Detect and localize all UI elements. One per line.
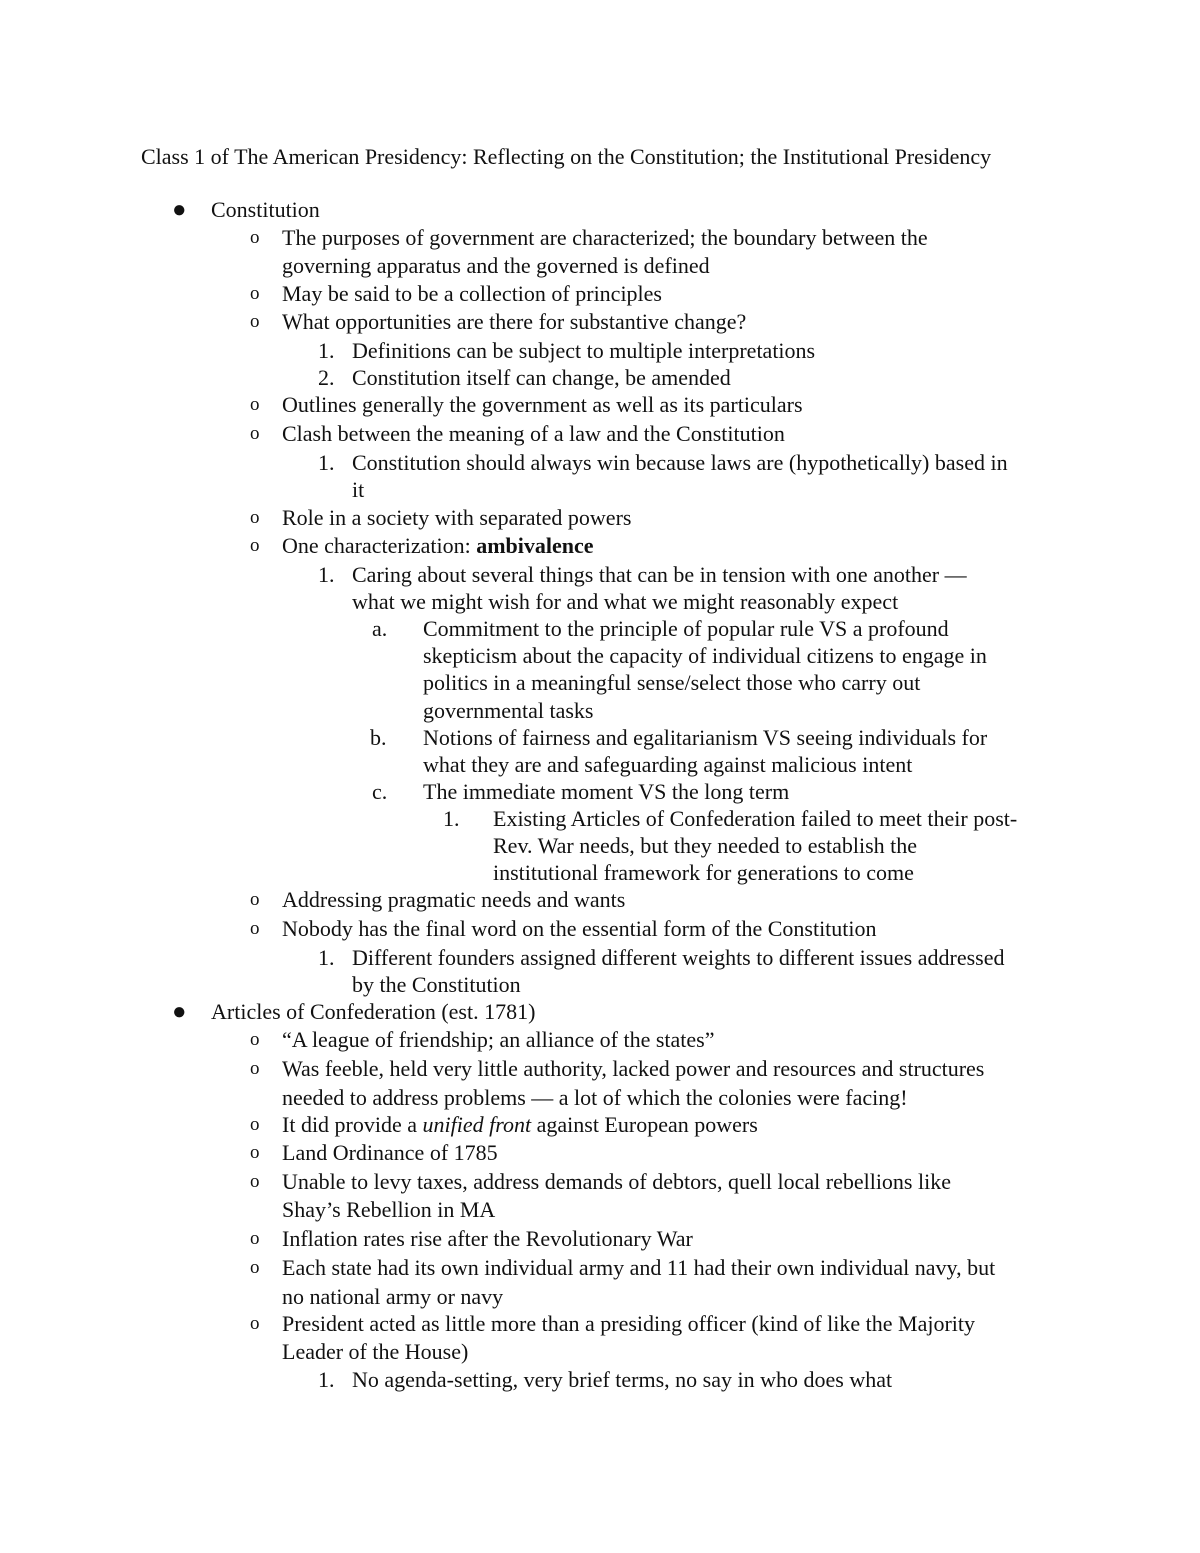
list-item: Clash between the meaning of a law and the Constitution [282,421,785,446]
list-item-continuation: needed to address problems — a lot of which the colonies were facing! [282,1085,908,1110]
number-marker: 2. [318,365,335,390]
list-item: Unable to levy taxes, address demands of debtors, quell local rebellions like [282,1169,951,1194]
list-item: “A league of friendship; an alliance of the states” [282,1027,715,1052]
list-item-continuation: Shay’s Rebellion in MA [282,1197,496,1222]
list-item: Role in a society with separated powers [282,505,632,530]
list-item-continuation: what they are and safeguarding against malicious intent [423,752,913,777]
list-item: Land Ordinance of 1785 [282,1140,498,1165]
circle-marker: o [250,1313,260,1334]
bullet-marker: ● [172,197,187,223]
text-segment: against European powers [531,1112,758,1137]
list-item: Each state had its own individual army and 11 had their own individual navy, but [282,1255,996,1280]
circle-marker: o [250,227,260,248]
circle-marker: o [250,1171,260,1192]
circle-marker: o [250,423,260,444]
list-item-continuation: skepticism about the capacity of individual citizens to engage in [423,643,987,668]
circle-marker: o [250,1257,260,1278]
list-item: Different founders assigned different weights to different issues addressed [352,945,1005,970]
list-item: Notions of fairness and egalitarianism VS seeing individuals for [423,725,988,750]
bullet-marker: ● [172,999,187,1025]
list-item: The purposes of government are characterized; the boundary between the [282,225,928,250]
letter-marker: b. [370,725,387,750]
list-item-continuation: Leader of the House) [282,1339,469,1364]
unified-front-emphasis: unified front [422,1112,532,1137]
circle-marker: o [250,283,260,304]
list-item: Definitions can be subject to multiple interpretations [352,338,816,363]
circle-marker: o [250,535,260,556]
document-title: Class 1 of The American Presidency: Reflecting on the Constitution; the Institutional Presidency [141,144,992,169]
circle-marker: o [250,1228,260,1249]
list-item: No agenda-setting, very brief terms, no say in who does what [352,1367,893,1392]
list-item: Constitution itself can change, be amended [352,365,731,390]
list-item-continuation: Rev. War needs, but they needed to establish the [493,833,918,858]
text-segment: It did provide a [282,1112,423,1137]
circle-marker: o [250,394,260,415]
number-marker: 1. [318,338,335,363]
list-item-continuation: what we might wish for and what we might reasonably expect [352,589,899,614]
circle-marker: o [250,918,260,939]
list-item: Was feeble, held very little authority, lacked power and resources and structures [282,1056,985,1081]
list-item [282,1111,758,1139]
list-item-continuation: politics in a meaningful sense/select those who carry out [423,670,921,695]
circle-marker: o [250,311,260,332]
list-item [282,532,594,560]
list-item: Caring about several things that can be in tension with one another — [352,562,967,587]
number-marker: 1. [318,1367,335,1392]
circle-marker: o [250,1029,260,1050]
circle-marker: o [250,889,260,910]
number-marker: 1. [318,450,335,475]
list-item: Commitment to the principle of popular rule VS a profound [423,616,949,641]
list-item-continuation: no national army or navy [282,1284,504,1309]
list-item: President acted as little more than a presiding officer (kind of like the Majority [282,1311,975,1336]
list-item: Addressing pragmatic needs and wants [282,887,626,912]
circle-marker: o [250,1142,260,1163]
list-item: Constitution should always win because laws are (hypothetically) based in [352,450,1008,475]
number-marker: 1. [443,806,460,831]
list-item: Inflation rates rise after the Revolutionary War [282,1226,693,1251]
circle-marker: o [250,1114,260,1135]
list-item-continuation: by the Constitution [352,972,521,997]
list-item: What opportunities are there for substantive change? [282,309,747,334]
circle-marker: o [250,507,260,528]
letter-marker: c. [372,779,388,804]
list-item: Outlines generally the government as well as its particulars [282,392,803,417]
number-marker: 1. [318,562,335,587]
list-item-continuation: governmental tasks [423,698,594,723]
list-item: Existing Articles of Confederation failed to meet their post- [493,806,1018,831]
characterization-label: One characterization: [282,533,477,558]
list-item-continuation: it [352,477,365,502]
section-heading-constitution: Constitution [211,197,320,222]
list-item: The immediate moment VS the long term [423,779,790,804]
ambivalence-term: ambivalence [476,533,594,558]
list-item-continuation: governing apparatus and the governed is defined [282,253,710,278]
circle-marker: o [250,1058,260,1079]
section-heading-articles: Articles of Confederation (est. 1781) [211,999,536,1024]
number-marker: 1. [318,945,335,970]
letter-marker: a. [372,616,388,641]
list-item-continuation: institutional framework for generations to come [493,860,914,885]
list-item: May be said to be a collection of principles [282,281,662,306]
list-item: Nobody has the final word on the essential form of the Constitution [282,916,877,941]
